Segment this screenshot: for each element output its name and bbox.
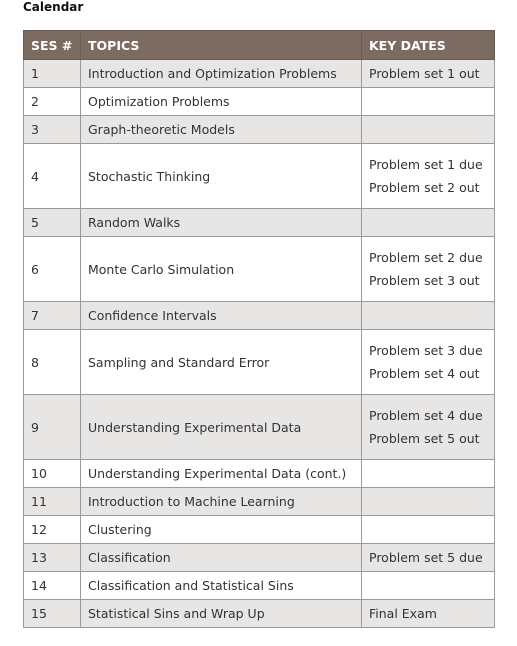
key-dates-cell: [362, 237, 495, 302]
table-row: [24, 209, 495, 237]
session-number: 1: [24, 60, 81, 88]
table-row: [24, 488, 495, 516]
key-date: Problem set 3 due: [369, 343, 483, 358]
session-topic: Optimization Problems: [81, 88, 362, 116]
session-topic: Clustering: [81, 516, 362, 544]
session-number: 14: [24, 572, 81, 600]
session-number: 8: [24, 330, 81, 395]
table-row: [24, 330, 495, 395]
key-dates-cell: [362, 144, 495, 209]
table-row: [24, 60, 495, 88]
session-number: 3: [24, 116, 81, 144]
session-topic: Classification and Statistical Sins: [81, 572, 362, 600]
key-date: Problem set 5 due: [369, 550, 483, 565]
key-date: Final Exam: [369, 606, 437, 621]
table-row: [24, 516, 495, 544]
key-date: Problem set 4 out: [369, 366, 480, 381]
table-row: [24, 395, 495, 460]
key-dates-cell: [362, 302, 495, 330]
session-number: 7: [24, 302, 81, 330]
key-dates-cell: [362, 60, 495, 88]
table-row: [24, 600, 495, 628]
key-dates-cell: [362, 544, 495, 572]
key-dates-cell: [362, 116, 495, 144]
column-header-key-dates: KEY DATES: [362, 31, 495, 60]
session-number: 4: [24, 144, 81, 209]
table-row: [24, 116, 495, 144]
key-date: Problem set 2 out: [369, 180, 480, 195]
session-number: 5: [24, 209, 81, 237]
table-header-row: [24, 31, 495, 60]
table-row: [24, 544, 495, 572]
calendar-table: [23, 30, 495, 628]
column-header-ses: SES #: [24, 31, 81, 60]
session-topic: Random Walks: [81, 209, 362, 237]
session-number: 12: [24, 516, 81, 544]
key-date: Problem set 4 due: [369, 408, 483, 423]
session-number: 13: [24, 544, 81, 572]
session-number: 9: [24, 395, 81, 460]
table-body: [24, 60, 495, 628]
key-date: Problem set 5 out: [369, 431, 480, 446]
session-topic: Confidence Intervals: [81, 302, 362, 330]
key-dates-cell: [362, 209, 495, 237]
key-dates-cell: [362, 88, 495, 116]
page-title: Calendar: [23, 0, 84, 14]
column-header-topics: TOPICS: [81, 31, 362, 60]
session-topic: Introduction and Optimization Problems: [81, 60, 362, 88]
key-dates-cell: [362, 395, 495, 460]
table-row: [24, 88, 495, 116]
session-topic: Understanding Experimental Data: [81, 395, 362, 460]
session-number: 15: [24, 600, 81, 628]
session-topic: Graph-theoretic Models: [81, 116, 362, 144]
session-topic: Sampling and Standard Error: [81, 330, 362, 395]
key-dates-cell: [362, 516, 495, 544]
key-date: Problem set 2 due: [369, 250, 483, 265]
session-topic: Stochastic Thinking: [81, 144, 362, 209]
session-topic: Understanding Experimental Data (cont.): [81, 460, 362, 488]
key-dates-cell: [362, 460, 495, 488]
table-row: [24, 237, 495, 302]
key-dates-cell: [362, 488, 495, 516]
table-row: [24, 460, 495, 488]
session-topic: Monte Carlo Simulation: [81, 237, 362, 302]
table-row: [24, 572, 495, 600]
session-topic: Introduction to Machine Learning: [81, 488, 362, 516]
table-row: [24, 144, 495, 209]
session-number: 6: [24, 237, 81, 302]
key-date: Problem set 3 out: [369, 273, 480, 288]
key-date: Problem set 1 out: [369, 66, 480, 81]
table-row: [24, 302, 495, 330]
key-dates-cell: [362, 572, 495, 600]
key-dates-cell: [362, 330, 495, 395]
session-topic: Classification: [81, 544, 362, 572]
session-number: 2: [24, 88, 81, 116]
key-dates-cell: [362, 600, 495, 628]
key-date: Problem set 1 due: [369, 157, 483, 172]
session-topic: Statistical Sins and Wrap Up: [81, 600, 362, 628]
session-number: 10: [24, 460, 81, 488]
session-number: 11: [24, 488, 81, 516]
